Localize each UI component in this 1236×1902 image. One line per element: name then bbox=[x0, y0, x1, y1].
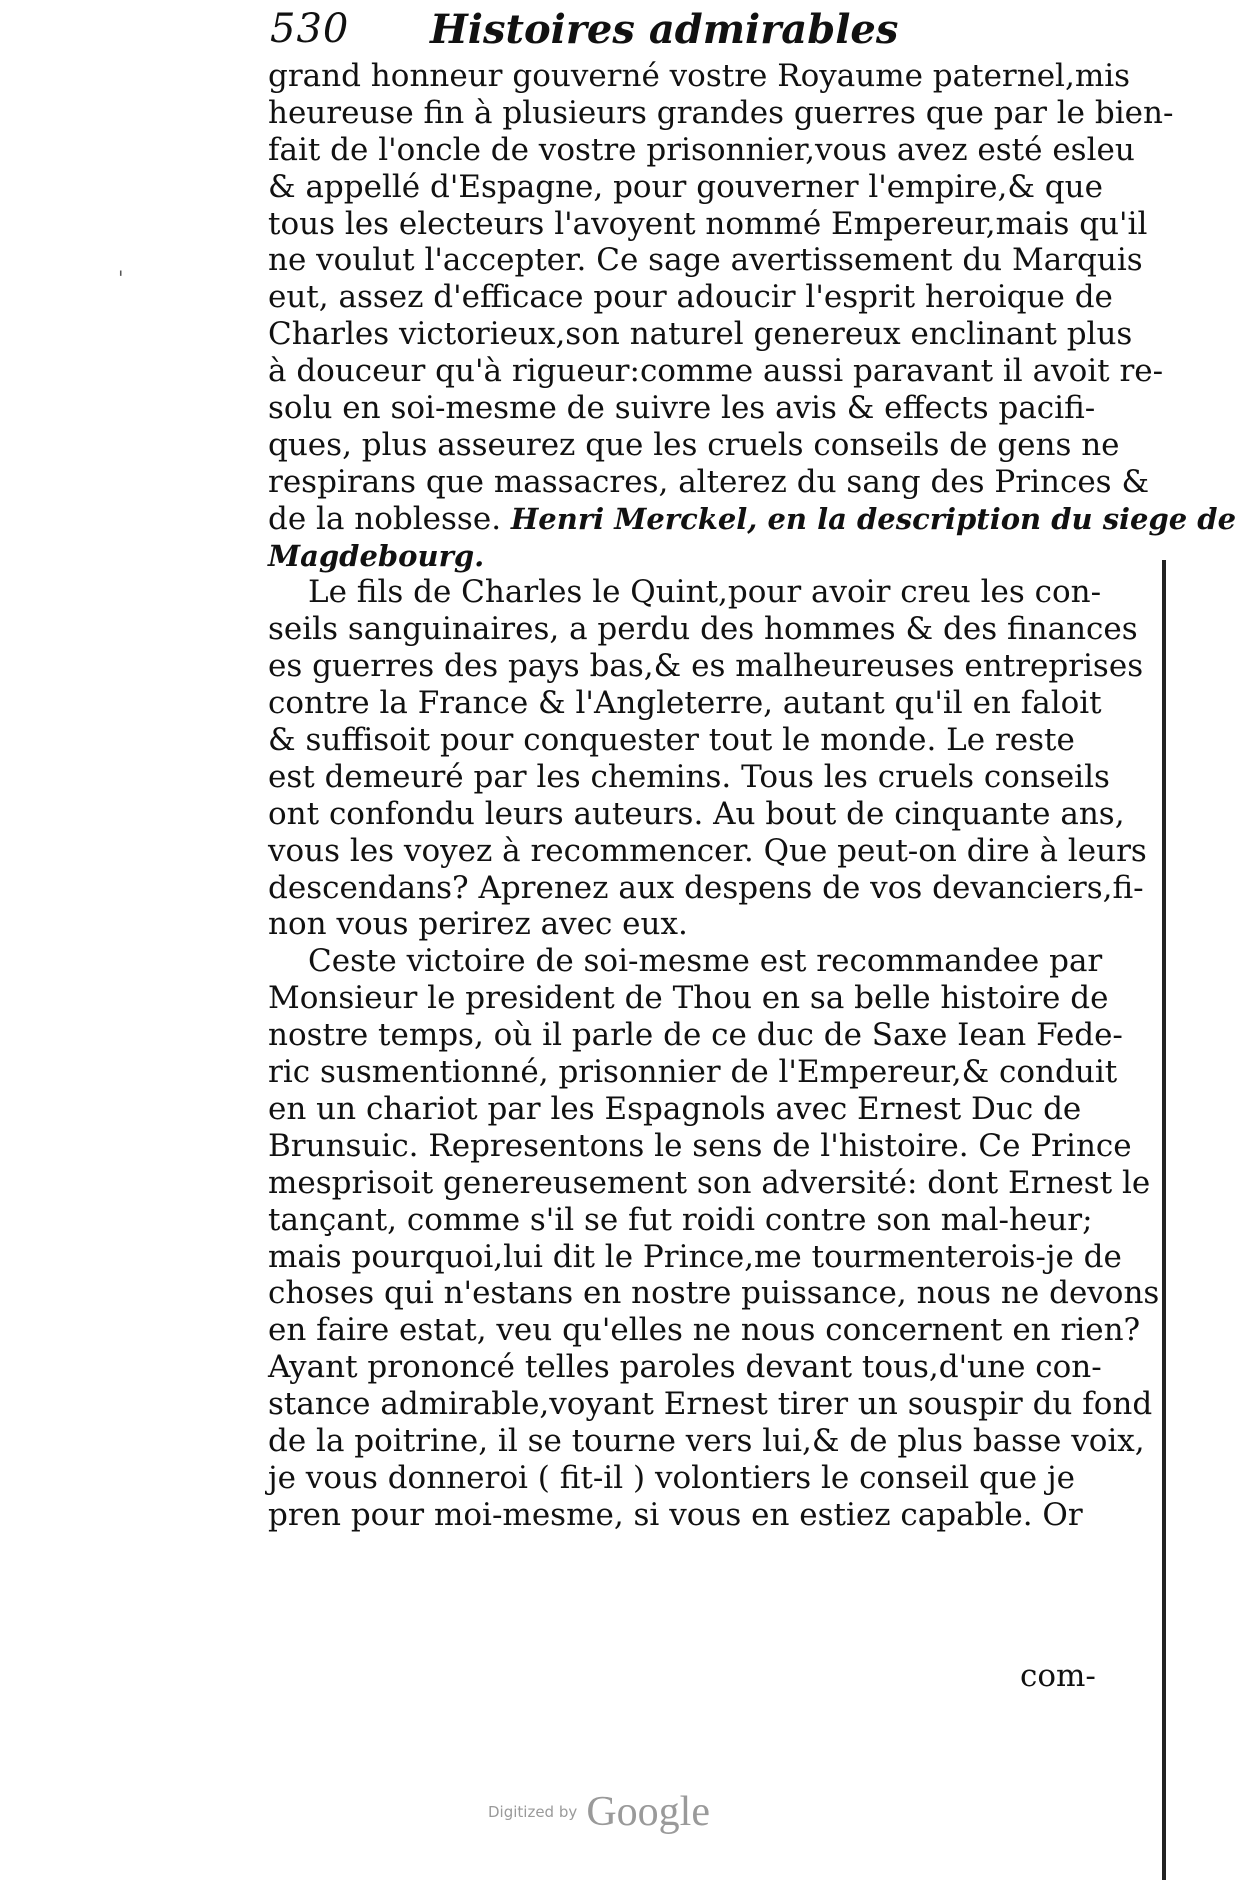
text-line: & suffisoit pour conquester tout le monde. Le reste bbox=[268, 722, 1075, 759]
text-line: Ceste victoire de soi-mesme est recommandee par bbox=[308, 943, 1103, 980]
text-line: pren pour moi-mesme, si vous en estiez capable. Or bbox=[268, 1496, 1083, 1533]
text-line: grand honneur gouverné vostre Royaume paternel,mis bbox=[268, 58, 1131, 94]
text-line: mais pourquoi,lui dit le Prince,me tourmenterois-je de bbox=[268, 1238, 1122, 1275]
text-line: fait de l'oncle de vostre prisonnier,vous avez esté esleu bbox=[268, 131, 1135, 168]
text-line: Le fils de Charles le Quint,pour avoir creu les con- bbox=[308, 574, 1102, 611]
text-line: ques, plus asseurez que les cruels conseils de gens ne bbox=[268, 426, 1120, 463]
text-line: je vous donneroi ( fit-il ) volontiers le conseil que je bbox=[268, 1459, 1075, 1496]
text-line: respirans que massacres, alterez du sang des Princes & bbox=[268, 463, 1150, 500]
text-line: Ayant prononcé telles paroles devant tous,d'une con- bbox=[268, 1349, 1102, 1386]
text-line: eut, assez d'efficace pour adoucir l'esprit heroique de bbox=[268, 279, 1113, 316]
digitized-watermark bbox=[0, 1788, 1198, 1836]
text-line: en faire estat, veu qu'elles ne nous concernent en rien? bbox=[268, 1312, 1141, 1349]
text-line: de la poitrine, il se tourne vers lui,& de plus basse voix, bbox=[268, 1422, 1145, 1459]
google-logo: Google bbox=[586, 1789, 710, 1835]
digitized-label: Digitized by bbox=[488, 1803, 578, 1821]
text-line: choses qui n'estans en nostre puissance, nous ne devons bbox=[268, 1275, 1160, 1312]
page-header bbox=[270, 6, 910, 66]
text-fragment: de la noblesse. bbox=[268, 500, 502, 537]
text-line: nostre temps, où il parle de ce duc de Saxe Iean Fede- bbox=[268, 1017, 1123, 1054]
text-line: Brunsuic. Representons le sens de l'histoire. Ce Prince bbox=[268, 1127, 1132, 1164]
text-line-with-citation bbox=[268, 500, 1236, 538]
text-line: contre la France & l'Angleterre, autant qu'il en faloit bbox=[268, 685, 1102, 722]
text-line: à douceur qu'à rigueur:comme aussi paravant il avoit re- bbox=[268, 353, 1164, 390]
text-line: stance admirable,voyant Ernest tirer un souspir du fond bbox=[268, 1386, 1153, 1423]
text-line: non vous perirez avec eux. bbox=[268, 906, 688, 943]
text-line: heureuse fin à plusieurs grandes guerres que par le bien- bbox=[268, 94, 1174, 131]
text-line: mesprisoit genereusement son adversité: dont Ernest le bbox=[268, 1164, 1151, 1201]
text-line: ne voulut l'accepter. Ce sage avertissement du Marquis bbox=[268, 242, 1143, 279]
margin-mark: ' bbox=[118, 266, 124, 290]
text-line: tous les electeurs l'avoyent nommé Empereur,mais qu'il bbox=[268, 205, 1148, 242]
text-line: tançant, comme s'il se fut roidi contre son mal-heur; bbox=[268, 1201, 1093, 1238]
text-line: solu en soi-mesme de suivre les avis & effects pacifi- bbox=[268, 390, 1096, 427]
text-line: est demeuré par les chemins. Tous les cruels conseils bbox=[268, 758, 1110, 795]
body-text bbox=[268, 58, 1236, 1534]
text-line: ric susmentionné, prisonnier de l'Empereur,& conduit bbox=[268, 1054, 1118, 1091]
text-line: seils sanguinaires, a perdu des hommes & des finances bbox=[268, 611, 1138, 648]
text-line: Monsieur le president de Thou en sa belle histoire de bbox=[268, 980, 1109, 1017]
text-line: ont confondu leurs auteurs. Au bout de cinquante ans, bbox=[268, 795, 1125, 832]
text-line: descendans? Aprenez aux despens de vos devanciers,fi- bbox=[268, 869, 1144, 906]
citation-end: Magdebourg. bbox=[268, 538, 485, 573]
text-line: en un chariot par les Espagnols avec Ernest Duc de bbox=[268, 1090, 1082, 1127]
catchword: com- bbox=[1020, 1658, 1096, 1694]
text-line: Charles victorieux,son naturel genereux enclinant plus bbox=[268, 316, 1133, 353]
text-line: es guerres des pays bas,& es malheureuses entreprises bbox=[268, 648, 1144, 685]
page-number: 530 bbox=[270, 6, 350, 52]
citation: Henri Merckel, en la description du siege de bbox=[510, 501, 1236, 536]
binding-edge bbox=[1162, 560, 1166, 1880]
running-title: Histoires admirables bbox=[430, 6, 899, 53]
text-line: vous les voyez à recommencer. Que peut-on dire à leurs bbox=[268, 832, 1147, 869]
text-line: & appellé d'Espagne, pour gouverner l'empire,& que bbox=[268, 168, 1103, 205]
